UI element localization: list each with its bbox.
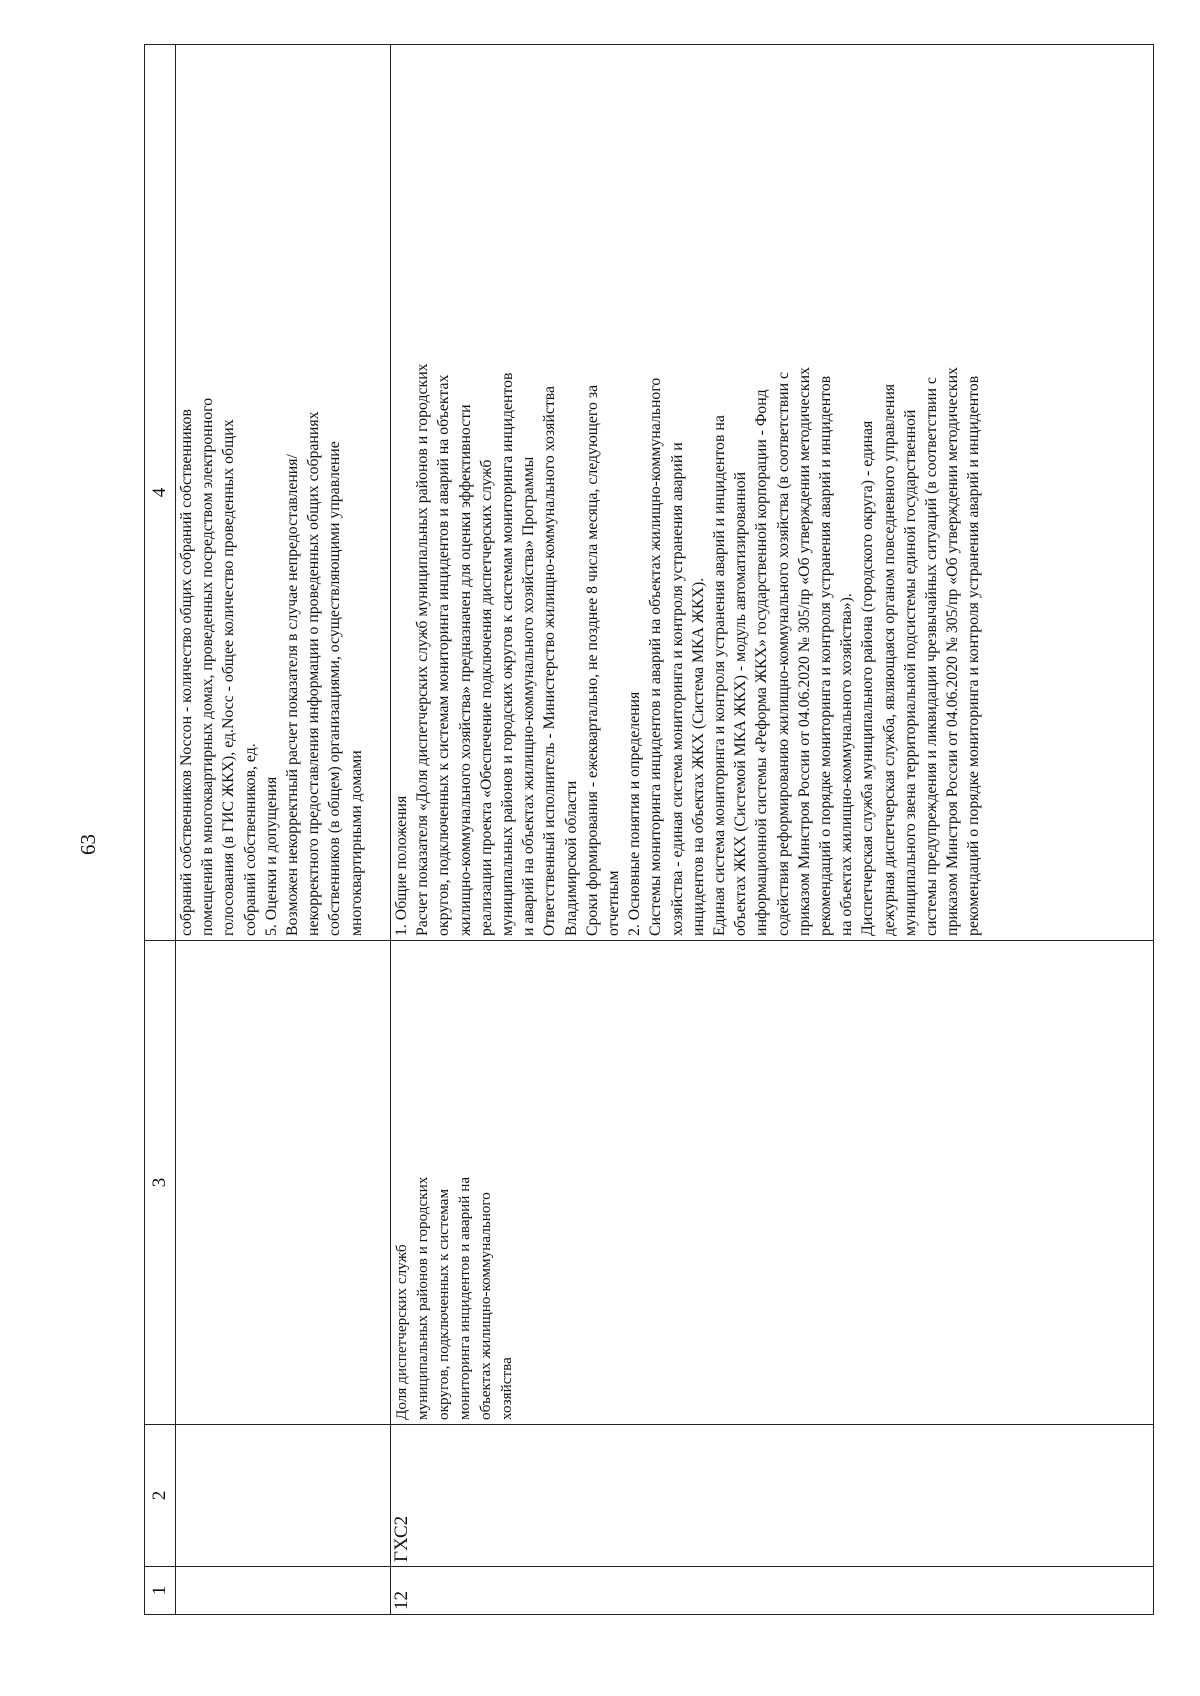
text-line: инцидентов на объектах ЖКХ (Система МКА ЖКХ). <box>689 577 707 936</box>
text-line: объектах жилищно-коммунального <box>477 1192 494 1420</box>
text-line: содействия реформированию жилищно-коммунального хозяйства (в соответствии с <box>774 371 792 936</box>
cell-number-empty <box>176 1567 391 1615</box>
text-line: округов, подключенных к системам мониторинга инцидентов и аварий на объектах <box>435 374 453 936</box>
text-line: информационной системы «Реформа ЖКХ» государственной корпорации - Фонд <box>753 389 771 936</box>
text-line: Доля диспетчерских служб <box>393 1244 410 1420</box>
text-line: Системы мониторинга инцидентов и аварий на объектах жилищно-коммунального <box>647 377 665 936</box>
text-line: 5. Оценки и допущения <box>262 776 280 936</box>
indicator-table <box>144 44 1154 1615</box>
indicator-code: ГХС2 <box>391 1425 1154 1567</box>
indicator-name <box>391 941 1154 1425</box>
indicator-description <box>391 45 1154 941</box>
text-line: дежурная диспетчерская служба, являющаяся органом повседневного управления <box>880 383 898 936</box>
text-line: Владимирской области <box>562 780 580 936</box>
text-line: муниципальных районов и городских округов к системам мониторинга инцидентов <box>499 372 517 936</box>
text-line: жилищно-коммунального хозяйства» предназначен для оценки эффективности <box>456 404 474 936</box>
text-line: объектах ЖКХ (Системой МКА ЖКХ) - модуль автоматизированной <box>732 471 750 936</box>
text-line: Диспетчерская служба муниципального района (городского округа) - единая <box>859 420 877 936</box>
header-row <box>145 45 176 1615</box>
text-line: помещений в многоквартирных домах, проведенных посредством электронного <box>199 397 217 936</box>
text-line: многоквартирными домами <box>347 750 365 936</box>
text-line: рекомендаций о порядке мониторинга и контроля устранения аварий и инцидентов <box>817 375 835 936</box>
text-line: реализации проекта «Обеспечение подключения диспетчерских служб <box>477 459 495 936</box>
cell-description-continuation <box>176 45 391 941</box>
text-line: и аварий на объектах жилищно-коммунального хозяйства» Программы <box>520 456 538 936</box>
table-row-continuation <box>176 45 391 1615</box>
text-line: некорректного предоставления информации о проведенных общих собраниях <box>305 411 323 936</box>
rotated-table-area <box>144 45 1154 1615</box>
table-row-12 <box>391 45 1154 1615</box>
text-line: Возможен некорректный расчет показателя в случае непредоставления/ <box>284 454 302 936</box>
text-line: Ответственный исполнитель - Министерство жилищно-коммунального хозяйства <box>541 385 559 936</box>
text-line: рекомендаций о порядке мониторинга и контроля устранения аварий и инцидентов <box>965 375 983 936</box>
text-line: Сроки формирования - ежеквартально, не позднее 8 числа месяца, следующего за <box>583 384 601 936</box>
text-line: 2. Основные понятия и определения <box>626 691 644 936</box>
text-line: 1. Общие положения <box>393 795 410 936</box>
text-line: приказом Минстроя России от 04.06.2020 № 305/пр «Об утверждении методических <box>795 367 813 936</box>
text-line: хозяйства - единая система мониторинга и контроля устранения аварий и <box>668 442 686 936</box>
text-line: округов, подключенных к системам <box>435 1188 452 1420</box>
text-line: хозяйства <box>498 1357 515 1420</box>
text-line: Единая система мониторинга и контроля устранения аварий и инцидентов на <box>711 415 729 936</box>
text-line: отчетным <box>605 870 623 936</box>
text-line: собственников (в общем) организациями, осуществляющими управление <box>326 441 344 936</box>
text-line: Расчет показателя «Доля диспетчерских служб муниципальных районов и городских <box>414 363 432 936</box>
header-col-4: 4 <box>145 45 176 941</box>
text-line: системы предупреждения и ликвидации чрезвычайных ситуаций (в соответствии с <box>923 377 941 936</box>
cell-name-empty <box>176 941 391 1425</box>
text-line: собраний собственников Nоссон - количество общих собраний собственников <box>178 409 195 936</box>
text-line: на объектах жилищно-коммунального хозяйства»). <box>838 593 856 936</box>
header-col-1: 1 <box>145 1567 176 1615</box>
text-line: муниципальных районов и городских <box>414 1176 431 1420</box>
cell-code-empty <box>176 1425 391 1567</box>
row-number: 12 <box>391 1567 1154 1615</box>
header-col-3: 3 <box>145 941 176 1425</box>
text-line: муниципального звена территориальной подсистемы единой государственной <box>901 409 919 936</box>
text-line: мониторинга инцидентов и аварий на <box>456 1176 473 1420</box>
text-line: голосования (в ГИС ЖКХ), ед.Nосс - общее количество проведенных общих <box>220 419 238 936</box>
text-line: приказом Минстроя России от 04.06.2020 № 305/пр «Об утверждении методических <box>944 367 962 936</box>
page-number: 63 <box>76 834 100 855</box>
header-col-2: 2 <box>145 1425 176 1567</box>
text-line: собраний собственников, ед. <box>241 743 259 936</box>
